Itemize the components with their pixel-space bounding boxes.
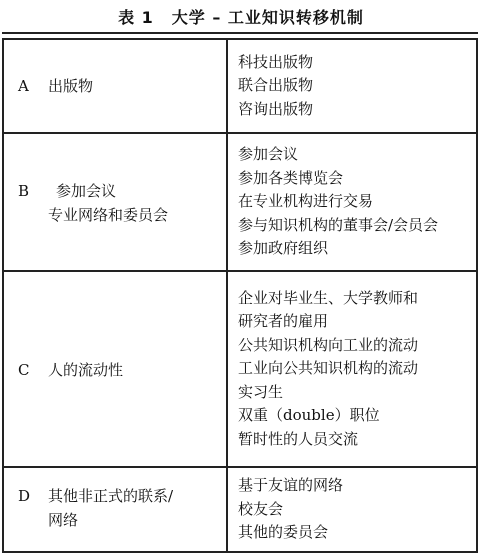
table-number: 表 1 xyxy=(118,8,154,27)
list-item: 公共知识机构向工业的流动 xyxy=(238,335,419,354)
row-d-items xyxy=(238,474,343,545)
row-a-items xyxy=(238,51,313,122)
row-a-category xyxy=(48,74,93,98)
row-d-items-cell xyxy=(228,468,476,551)
mechanism-table xyxy=(2,38,478,553)
list-item: 咨询出版物 xyxy=(238,99,314,118)
list-item: 校友会 xyxy=(238,499,284,518)
list-item: 参加政府组织 xyxy=(238,239,329,258)
row-b-label-cell xyxy=(4,134,226,270)
table-title xyxy=(0,8,482,28)
table-row-c xyxy=(4,272,476,466)
list-item: 双重（double）职位 xyxy=(238,406,380,425)
list-item: 参加各类博览会 xyxy=(238,168,344,187)
table-row-a xyxy=(4,40,476,132)
row-c-items-cell xyxy=(228,272,476,466)
row-b-items xyxy=(238,143,438,261)
list-item: 实习生 xyxy=(238,382,284,401)
row-a-label-cell xyxy=(4,40,226,132)
row-c-category xyxy=(48,358,123,382)
row-c-items xyxy=(238,287,418,452)
row-b-items-cell xyxy=(228,134,476,270)
table-row-b xyxy=(4,134,476,270)
table-row-d xyxy=(4,468,476,551)
row-d-label-cell xyxy=(4,468,226,551)
table-title-text: 大学 – 工业知识转移机制 xyxy=(171,8,364,27)
row-d-category-line: 网络 xyxy=(48,511,79,529)
row-c-label-cell xyxy=(4,272,226,466)
list-item: 研究者的雇用 xyxy=(238,312,329,331)
row-b-letter: B xyxy=(18,182,30,200)
row-d-letter: D xyxy=(18,487,31,505)
top-rule xyxy=(2,32,478,34)
list-item: 暂时性的人员交流 xyxy=(238,429,359,448)
list-item: 联合出版物 xyxy=(238,76,314,95)
row-b-category-line: 专业网络和委员会 xyxy=(48,206,169,224)
list-item: 工业向公共知识机构的流动 xyxy=(238,359,419,378)
row-b-category xyxy=(48,179,168,227)
list-item: 在专业机构进行交易 xyxy=(238,192,374,211)
list-item: 科技出版物 xyxy=(238,52,314,71)
list-item: 其他的委员会 xyxy=(238,523,329,542)
row-c-letter: C xyxy=(18,361,30,379)
row-d-category-line: 其他非正式的联系/ xyxy=(48,487,174,505)
row-b-category-line: 参加会议 xyxy=(56,182,117,200)
row-c-category-line: 人的流动性 xyxy=(48,361,124,379)
row-a-letter: A xyxy=(18,77,29,95)
list-item: 参加会议 xyxy=(238,145,299,164)
row-d-category xyxy=(48,484,173,532)
list-item: 企业对毕业生、大学教师和 xyxy=(238,288,419,307)
list-item: 基于友谊的网络 xyxy=(238,476,344,495)
row-a-items-cell xyxy=(228,40,476,132)
list-item: 参与知识机构的董事会/会员会 xyxy=(238,215,439,234)
row-a-category-line: 出版物 xyxy=(48,77,94,95)
